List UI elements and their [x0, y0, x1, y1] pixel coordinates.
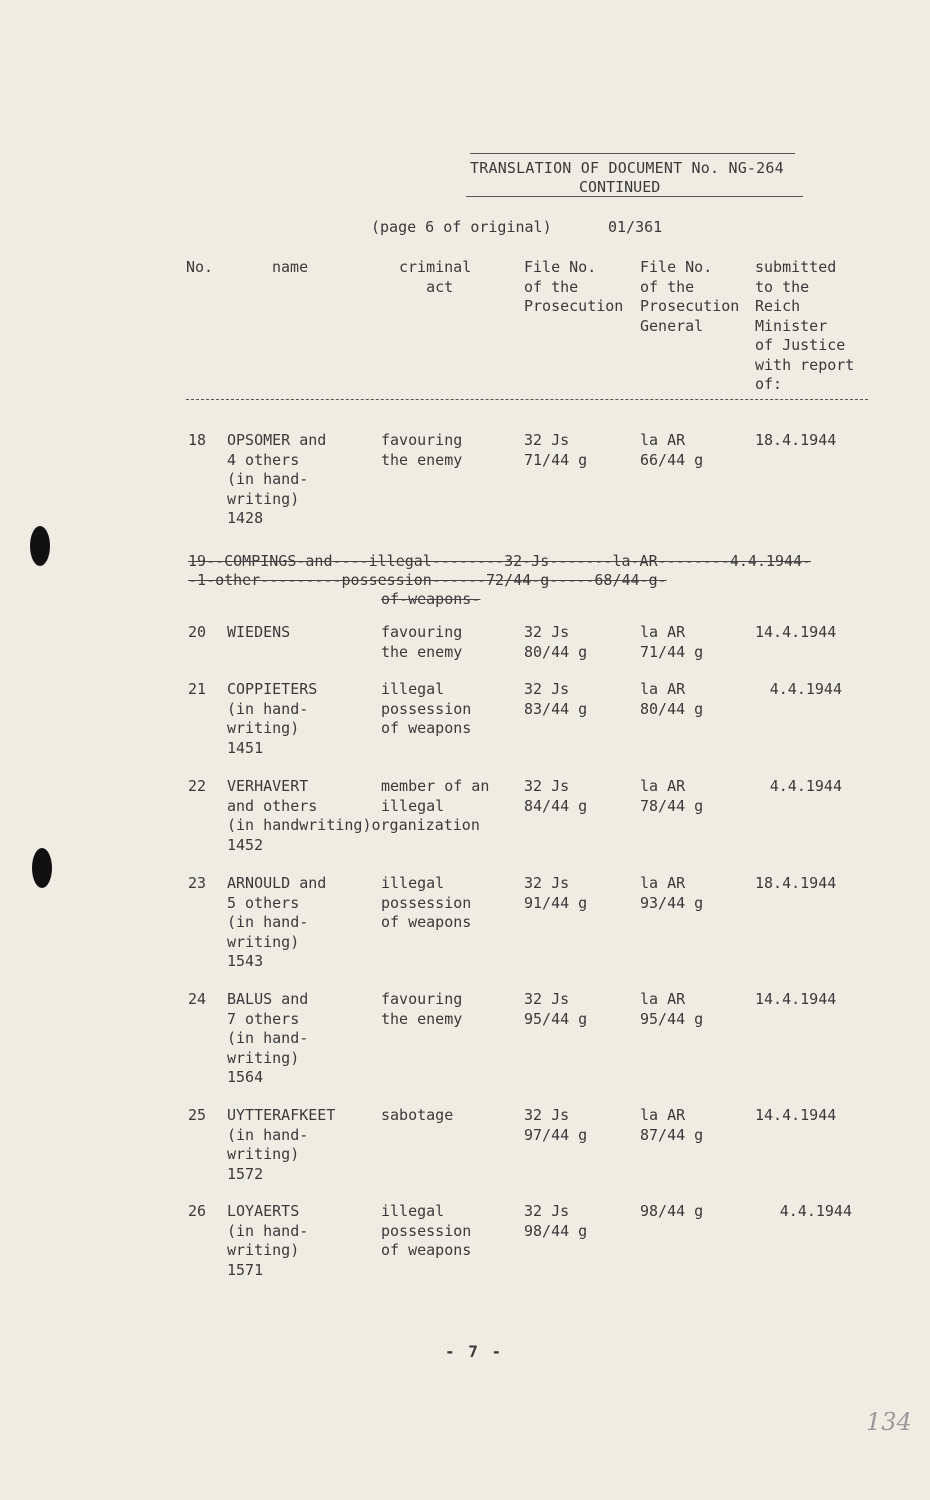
- row-20-file-general: la AR 71/44 g: [640, 623, 704, 661]
- col-header-file-prosecution: File No. of the Prosecution: [524, 258, 624, 315]
- row-23-name: ARNOULD and 5 others (in hand- writing) 1543: [227, 874, 327, 970]
- row-21-act: illegal possession of weapons: [381, 680, 472, 737]
- row-26-no: 26: [188, 1202, 207, 1220]
- title-rule-bottom: [466, 196, 803, 197]
- document-subtitle: CONTINUED: [579, 178, 661, 196]
- row-21-name: COPPIETERS (in hand- writing) 1451: [227, 680, 318, 757]
- row-25-name: UYTTERAFKEET (in hand- writing) 1572: [227, 1106, 336, 1183]
- row-19-struck-line2: -1-other---------possession------72/44-g-----68/44-g-: [188, 571, 667, 589]
- row-20-date: 14.4.1944: [755, 623, 837, 641]
- row-21-file-general: la AR 80/44 g: [640, 680, 704, 718]
- row-23-file-general: la AR 93/44 g: [640, 874, 704, 912]
- row-18-file-general: la AR 66/44 g: [640, 431, 704, 469]
- row-25-no: 25: [188, 1106, 207, 1124]
- col-header-no: No.: [186, 258, 214, 276]
- header-divider: [186, 399, 868, 400]
- col-header-file-general: File No. of the Prosecution General: [640, 258, 740, 335]
- row-20-act: favouring the enemy: [381, 623, 463, 661]
- col-header-submitted: submitted to the Reich Minister of Justice with report of:: [755, 258, 855, 393]
- row-24-act: favouring the enemy: [381, 990, 463, 1028]
- row-25-act: sabotage: [381, 1106, 454, 1124]
- row-20-no: 20: [188, 623, 207, 641]
- row-25-date: 14.4.1944: [755, 1106, 837, 1124]
- row-21-no: 21: [188, 680, 207, 698]
- row-20-name: WIEDENS: [227, 623, 291, 641]
- row-22-file-general: la AR 78/44 g: [640, 777, 704, 815]
- col-header-act: criminal act: [399, 258, 472, 296]
- row-18-act: favouring the enemy: [381, 431, 463, 469]
- row-21-file-prosecution: 32 Js 83/44 g: [524, 680, 588, 718]
- row-24-name: BALUS and 7 others (in hand- writing) 1564: [227, 990, 309, 1086]
- row-18-no: 18: [188, 431, 207, 449]
- row-18-date: 18.4.1944: [755, 431, 837, 449]
- row-24-file-prosecution: 32 Js 95/44 g: [524, 990, 588, 1028]
- row-19-struck-line1: 19--COMPINGS-and----illegal--------32-Js-------la-AR--------4.4.1944-: [188, 552, 812, 570]
- row-24-date: 14.4.1944: [755, 990, 837, 1008]
- row-20-file-prosecution: 32 Js 80/44 g: [524, 623, 588, 661]
- document-title: TRANSLATION OF DOCUMENT No. NG-264: [470, 159, 784, 177]
- row-24-file-general: la AR 95/44 g: [640, 990, 704, 1028]
- row-23-no: 23: [188, 874, 207, 892]
- row-26-name: LOYAERTS (in hand- writing) 1571: [227, 1202, 309, 1279]
- reference-number: 01/361: [608, 218, 663, 236]
- row-23-act: illegal possession of weapons: [381, 874, 472, 931]
- row-23-date: 18.4.1944: [755, 874, 837, 892]
- page-number: - 7 -: [445, 1342, 504, 1361]
- row-25-file-prosecution: 32 Js 97/44 g: [524, 1106, 588, 1144]
- punch-hole-bottom: [32, 848, 52, 888]
- col-header-name: name: [272, 258, 309, 276]
- page-of-original: (page 6 of original): [371, 218, 552, 236]
- row-23-file-prosecution: 32 Js 91/44 g: [524, 874, 588, 912]
- row-18-name: OPSOMER and 4 others (in hand- writing) 1428: [227, 431, 327, 527]
- row-26-file-prosecution: 32 Js 98/44 g: [524, 1202, 588, 1240]
- row-25-file-general: la AR 87/44 g: [640, 1106, 704, 1144]
- row-22-no: 22: [188, 777, 207, 795]
- row-26-act: illegal possession of weapons: [381, 1202, 472, 1259]
- row-19-struck-line3: of-weapons-: [381, 590, 481, 608]
- punch-hole-top: [30, 526, 50, 566]
- row-26-date: 4.4.1944: [779, 1202, 852, 1220]
- handwritten-page-number: 134: [866, 1408, 912, 1436]
- row-21-date: 4.4.1944: [769, 680, 842, 698]
- row-22-date: 4.4.1944: [769, 777, 842, 795]
- row-22-name: VERHAVERT and others (in handwriting)organization 1452: [227, 777, 480, 854]
- row-26-file-general: 98/44 g: [640, 1202, 704, 1220]
- row-18-file-prosecution: 32 Js 71/44 g: [524, 431, 588, 469]
- row-22-file-prosecution: 32 Js 84/44 g: [524, 777, 588, 815]
- row-24-no: 24: [188, 990, 207, 1008]
- title-rule-top: [470, 153, 795, 154]
- row-22-act: member of an illegal: [381, 777, 490, 815]
